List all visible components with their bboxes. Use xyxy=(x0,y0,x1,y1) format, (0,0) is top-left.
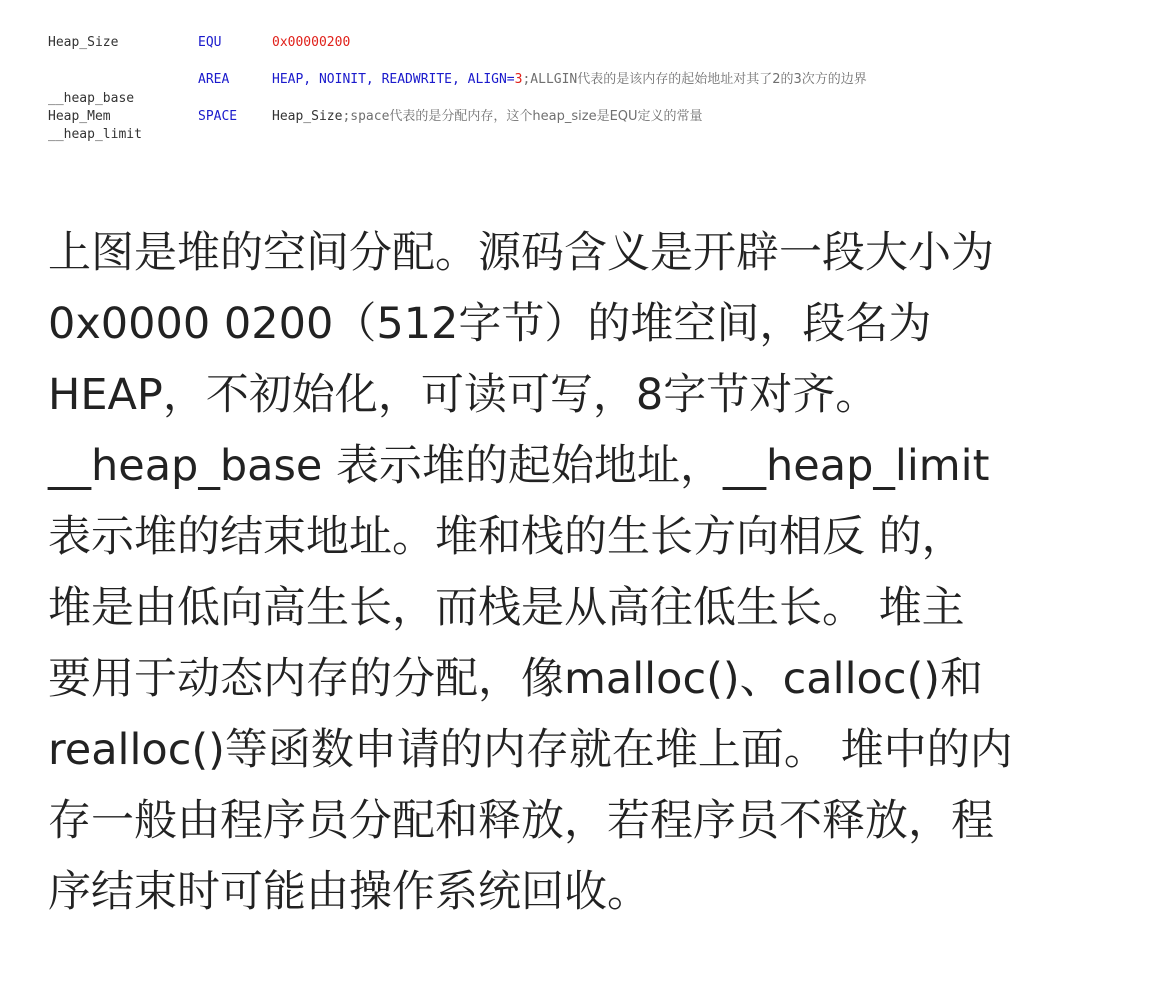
paragraph-line: 要用于动态内存的分配，像malloc()、calloc()和 xyxy=(48,654,984,704)
code-directive-area: AREA xyxy=(198,72,230,87)
code-label-heap-base: __heap_base xyxy=(48,91,135,106)
paragraph-line: 表示堆的结束地址。堆和栈的生长方向相反 的， xyxy=(48,512,965,562)
code-comment-area: 代表的是该内存的起始地址对其了2的3次方的边界 xyxy=(577,72,867,87)
paragraph-line: 0x0000 0200（512字节）的堆空间，段名为 xyxy=(48,299,932,349)
paragraph-line: HEAP，不初始化，可读可写，8字节对齐。 xyxy=(48,370,879,420)
paragraph-line: 上图是堆的空间分配。源码含义是开辟一段大小为 xyxy=(48,228,994,278)
code-align-value: 3 xyxy=(514,72,523,87)
code-screenshot xyxy=(48,30,1108,150)
paragraph-line: 序结束时可能由操作系统回收。 xyxy=(48,867,650,917)
code-value-heap-size: 0x00000200 xyxy=(272,35,351,50)
code-directive-space: SPACE xyxy=(198,109,238,124)
paragraph-line: __heap_base 表示堆的起始地址，__heap_limit xyxy=(48,441,990,491)
code-label-heap-limit: __heap_limit xyxy=(48,127,142,142)
explanation-paragraph xyxy=(48,218,1113,928)
code-label-heap-mem: Heap_Mem xyxy=(48,109,111,124)
code-label-heap-size: Heap_Size xyxy=(48,35,119,50)
code-comment-space: 代表的是分配内存，这个heap_size是EQU定义的常量 xyxy=(389,109,703,124)
paragraph-line: realloc()等函数申请的内存就在堆上面。 堆中的内 xyxy=(48,725,1013,775)
code-space-comment-prefix: ;space xyxy=(342,109,390,124)
paragraph-line: 存一般由程序员分配和释放，若程序员不释放，程 xyxy=(48,796,994,846)
code-comment-prefix: ;ALLGIN xyxy=(522,72,578,87)
code-directive-equ: EQU xyxy=(198,35,222,50)
paragraph-line: 堆是由低向高生长，而栈是从高往低生长。 堆主 xyxy=(48,583,965,633)
code-space-args: Heap_Size xyxy=(272,109,343,124)
code-space-line xyxy=(272,109,703,125)
code-area-args: HEAP, NOINIT, READWRITE, ALIGN= xyxy=(272,72,515,87)
code-area-line xyxy=(272,72,867,88)
